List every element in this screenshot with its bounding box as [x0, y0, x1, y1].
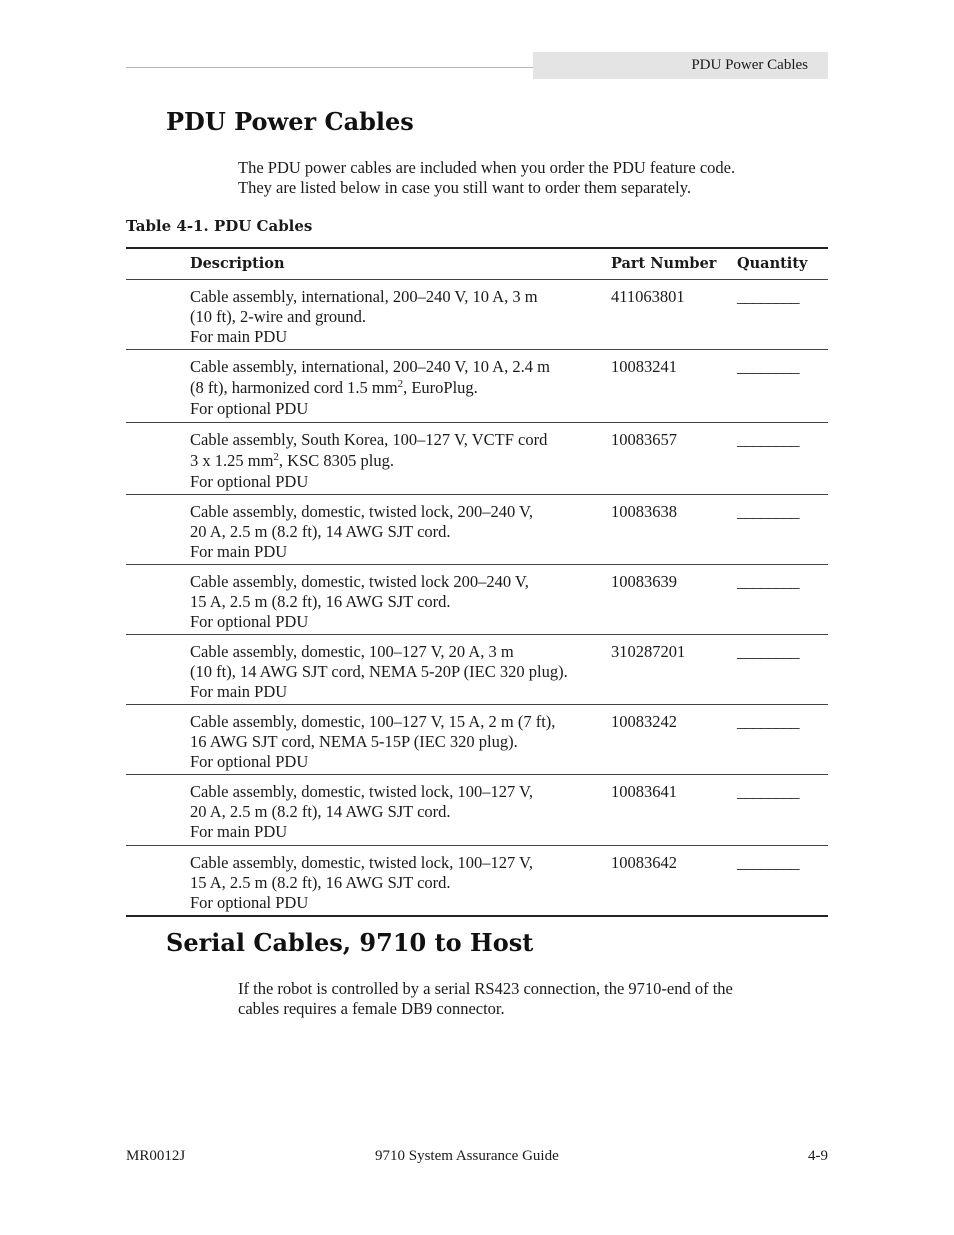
description-text: (8 ft), harmonized cord 1.5 mm [190, 378, 398, 397]
description-line [190, 377, 605, 399]
description-line: For optional PDU [190, 399, 309, 418]
row-description [190, 430, 605, 492]
intro-line: cables requires a female DB9 connector. [238, 999, 505, 1018]
row-quantity-blank: ________ [737, 853, 799, 872]
row-quantity-blank: ________ [737, 430, 799, 449]
intro-line: They are listed below in case you still want to order them separately. [238, 178, 691, 197]
row-part-number: 310287201 [611, 642, 686, 661]
table-header-row [126, 249, 828, 280]
table-row [126, 280, 828, 350]
row-description [190, 287, 605, 347]
section-title-serial-cables: Serial Cables, 9710 to Host [166, 928, 534, 957]
description-line: For optional PDU [190, 472, 309, 491]
header-quantity: Quantity [737, 255, 808, 272]
row-description [190, 782, 605, 842]
superscript: 2 [273, 451, 279, 463]
table-row [126, 423, 828, 495]
row-quantity-blank: ________ [737, 357, 799, 376]
description-line: (10 ft), 2-wire and ground. [190, 307, 366, 326]
description-text: 3 x 1.25 mm [190, 451, 274, 470]
header-rule [126, 67, 533, 68]
description-line: 15 A, 2.5 m (8.2 ft), 16 AWG SJT cord. [190, 873, 451, 892]
description-line: For optional PDU [190, 752, 309, 771]
row-part-number: 10083639 [611, 572, 677, 591]
row-part-number: 10083642 [611, 853, 677, 872]
description-line: 16 AWG SJT cord, NEMA 5-15P (IEC 320 plug). [190, 732, 518, 751]
description-line: 20 A, 2.5 m (8.2 ft), 14 AWG SJT cord. [190, 522, 451, 541]
description-line [190, 450, 605, 472]
description-line: For main PDU [190, 822, 288, 841]
table-row [126, 495, 828, 565]
description-line: Cable assembly, domestic, 100–127 V, 15 A, 2 m (7 ft), [190, 712, 556, 731]
description-line: Cable assembly, domestic, twisted lock, 100–127 V, [190, 782, 533, 801]
row-part-number: 10083638 [611, 502, 677, 521]
table-row [126, 705, 828, 775]
description-line: (10 ft), 14 AWG SJT cord, NEMA 5-20P (IEC 320 plug). [190, 662, 568, 681]
pdu-cables-table [126, 247, 828, 917]
header-part-number: Part Number [611, 255, 717, 272]
description-line: Cable assembly, domestic, twisted lock, 200–240 V, [190, 502, 533, 521]
row-part-number: 10083641 [611, 782, 677, 801]
row-part-number: 411063801 [611, 287, 685, 306]
intro-line: If the robot is controlled by a serial RS423 connection, the 9710-end of the [238, 979, 733, 998]
row-quantity-blank: ________ [737, 572, 799, 591]
row-description [190, 572, 605, 632]
description-line: For optional PDU [190, 612, 309, 631]
row-quantity-blank: ________ [737, 782, 799, 801]
row-description [190, 712, 605, 772]
description-line: Cable assembly, international, 200–240 V, 10 A, 3 m [190, 287, 538, 306]
row-quantity-blank: ________ [737, 642, 799, 661]
table-row [126, 565, 828, 635]
description-line: Cable assembly, international, 200–240 V, 10 A, 2.4 m [190, 357, 550, 376]
row-part-number: 10083657 [611, 430, 677, 449]
table-row [126, 846, 828, 915]
row-description [190, 502, 605, 562]
header-description: Description [190, 255, 285, 272]
section2-intro [238, 979, 828, 1019]
table-row [126, 350, 828, 423]
row-description [190, 642, 605, 702]
header-section-tab: PDU Power Cables [533, 52, 828, 79]
table-row [126, 775, 828, 846]
description-line: For main PDU [190, 327, 288, 346]
superscript: 2 [397, 378, 404, 390]
description-line: Cable assembly, domestic, twisted lock, 100–127 V, [190, 853, 533, 872]
row-description [190, 853, 605, 913]
footer-page-number: 4-9 [808, 1148, 828, 1164]
description-line: Cable assembly, South Korea, 100–127 V, VCTF cord [190, 430, 548, 449]
description-line: For main PDU [190, 542, 288, 561]
intro-line: The PDU power cables are included when you order the PDU feature code. [238, 158, 736, 177]
description-line: Cable assembly, domestic, 100–127 V, 20 A, 3 m [190, 642, 514, 661]
row-quantity-blank: ________ [737, 287, 799, 306]
description-line: Cable assembly, domestic, twisted lock 200–240 V, [190, 572, 529, 591]
row-part-number: 10083242 [611, 712, 677, 731]
table-row [126, 635, 828, 705]
description-text: , EuroPlug. [403, 378, 478, 397]
description-text: , KSC 8305 plug. [278, 451, 394, 470]
section1-intro [238, 158, 828, 198]
description-line: 20 A, 2.5 m (8.2 ft), 14 AWG SJT cord. [190, 802, 451, 821]
row-description [190, 357, 605, 419]
description-line: For optional PDU [190, 893, 309, 912]
row-quantity-blank: ________ [737, 712, 799, 731]
footer-doc-code: MR0012J [126, 1148, 186, 1164]
footer-doc-title: 9710 System Assurance Guide [375, 1148, 559, 1164]
description-line: For main PDU [190, 682, 288, 701]
description-line: 15 A, 2.5 m (8.2 ft), 16 AWG SJT cord. [190, 592, 451, 611]
table-caption: Table 4-1. PDU Cables [126, 217, 313, 235]
row-part-number: 10083241 [611, 357, 677, 376]
section-title-pdu-power-cables: PDU Power Cables [166, 107, 414, 136]
row-quantity-blank: ________ [737, 502, 799, 521]
